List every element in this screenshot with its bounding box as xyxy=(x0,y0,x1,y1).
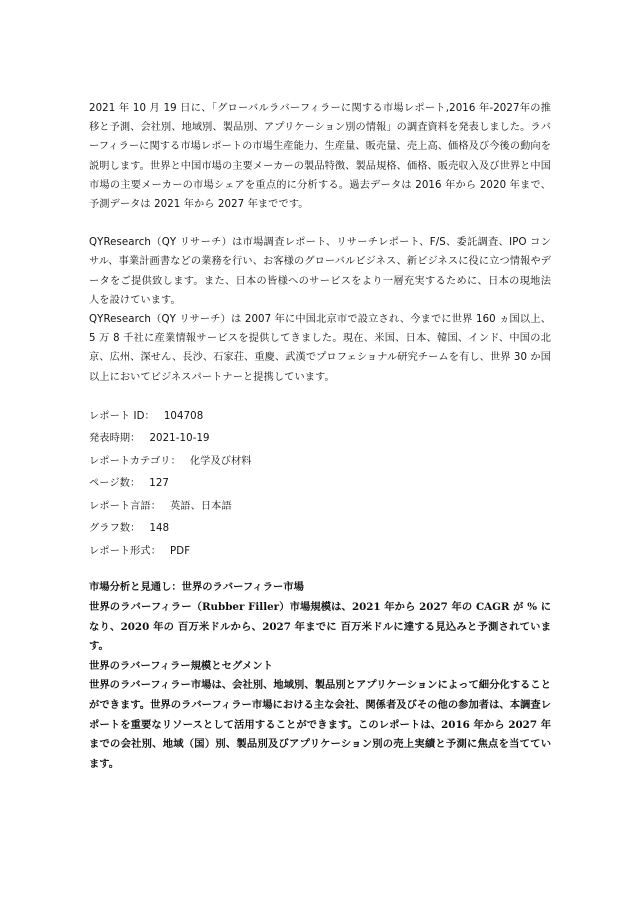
meta-value: 127 xyxy=(149,478,169,490)
report-meta-list xyxy=(89,406,551,564)
meta-label: グラフ数： xyxy=(89,523,141,535)
analysis-paragraph-1: 世界のラバーフィラー（Rubber Filler）市場規模は、2021 年から 2027 年の CAGR が % になり、2020 年の 百万米ドルから、2027 年までに 百万米ドルに達する見込みと予測されています。 xyxy=(89,600,551,653)
spacer xyxy=(89,563,551,578)
meta-label: 発表時期： xyxy=(89,433,141,445)
meta-value: 2021-10-19 xyxy=(149,433,210,445)
meta-category xyxy=(89,451,551,474)
meta-label: レポート言語： xyxy=(89,500,162,512)
meta-format xyxy=(89,541,551,564)
intro-paragraph: 2021 年 10 月 19 日に、「グローバルラバーフィラーに関する市場レポート,2016 年-2027年の推移と予測、会社別、地域別、製品別、アプリケーション別の情報」の調査資料を発表しました。ラバーフィラーに関する市場レポートの市場生産能力、生産量、販売量、売上高、価格及び今後の動向を説明します。世界と中国市場の主要メーカーの製品特徴、製品規格、価格、販売収入及び世界と中国市場の主要メーカーの市場シェアを重点的に分析する。過去データは 2016 年から 2020 年まで、予測データは 2021 年から 2027 年までです。 xyxy=(89,103,551,211)
spacer xyxy=(89,214,551,233)
meta-label: レポート ID： xyxy=(89,410,155,422)
meta-value: 148 xyxy=(149,523,170,535)
analysis-paragraph-2: 世界のラバーフィラー市場は、会社別、地域別、製品別とアプリケーションによって細分化することができます。世界のラバーフィラー市場における主な会社、関係者及びその他の参加者は、本調査レポートを重要なリソースとして活用することができます。このレポートは、2016 年から 2027 年までの会社別、地域（国）別、製品別及びアプリケーション別の売上実績と予測に焦点を当てています。 xyxy=(89,679,551,770)
meta-label: レポートカテゴリ： xyxy=(89,455,181,467)
intro-section xyxy=(89,99,551,214)
meta-page-count xyxy=(89,473,551,496)
meta-label: レポート形式： xyxy=(89,545,162,557)
analysis-heading-1: 市場分析と見通し：世界のラバーフィラー市場 xyxy=(89,581,304,594)
meta-label: ページ数： xyxy=(89,478,141,490)
analysis-heading-2: 世界のラバーフィラー規模とセグメント xyxy=(89,659,273,672)
company-paragraph-1: QYResearch（QY リサーチ）は市場調査レポート、リサーチレポート、F/S、委託調査、IPO コンサル、事業計画書などの業務を行い、お客様のグローバルビジネス、新ビジネスに役に立つ情報やデータをご提供致します。また、日本の皆様へのサービスをより一層充実するために、日本の現地法人を設けています。 xyxy=(89,237,551,306)
meta-value: 104708 xyxy=(163,410,204,422)
meta-value: 英語、日本語 xyxy=(170,500,232,512)
company-paragraph-2: QYResearch（QY リサーチ）は 2007 年に中国北京市で設立され、今までに世界 160 ヵ国以上、5 万 8 千社に産業情報サービスを提供してきました。現在、米国、日本、韓国、インド、中国の北京、広州、深せん、長沙、石家荘、重慶、武漢でプロフェショナル研究チームを有し、世界 30 か国以上においてビジネスパートナーと提携しています。 xyxy=(89,314,551,383)
document-page xyxy=(89,99,551,774)
meta-chart-count xyxy=(89,518,551,541)
analysis-section xyxy=(89,578,551,774)
meta-report-id xyxy=(89,406,551,429)
company-section xyxy=(89,233,551,387)
meta-publish-date xyxy=(89,428,551,451)
meta-language xyxy=(89,496,551,519)
meta-value: PDF xyxy=(170,545,191,557)
meta-value: 化学及び材料 xyxy=(189,455,252,467)
spacer xyxy=(89,387,551,406)
